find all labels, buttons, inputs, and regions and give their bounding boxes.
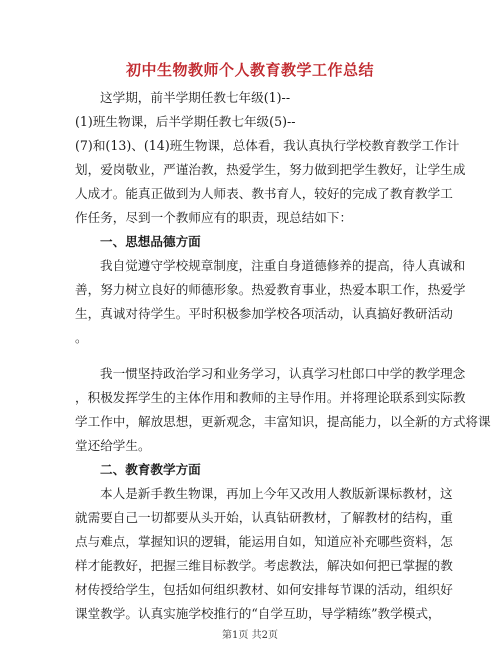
- paragraph-line: 我自觉遵守学校规章制度，注重自身道德修养的提高，待人真诚和: [100, 258, 466, 273]
- paragraph-line: 这学期，前半学期任教七年级(1)--: [100, 90, 291, 105]
- paragraph-line: 我一惯坚持政治学习和业务学习，认真学习杜郎口中学的教学理念: [100, 366, 466, 381]
- document-body: [75, 86, 491, 626]
- paragraph-line: (7)和(13)、(14)班生物课，总体看，我认真执行学校教育教学工作计: [75, 138, 460, 153]
- paragraph-line: 就需要自己一切都要从头开始，认真钻研教材，了解教材的结构，重: [75, 510, 453, 525]
- paragraph-spacer: [75, 350, 428, 362]
- section-heading: 一、思想品德方面: [100, 234, 201, 249]
- paragraph-line: 点与难点，掌握知识的逻辑，能运用自如，知道应补充哪些资料，怎: [75, 534, 453, 549]
- paragraph-line: 样才能教好，把握三维目标教学。考虑教法，解决如何把已掌握的教: [75, 558, 453, 573]
- paragraph-line: 善，努力树立良好的师德形象。热爱教育事业，热爱本职工作，热爱学: [75, 282, 466, 297]
- paragraph-line: 堂还给学生。: [75, 438, 151, 453]
- paragraph-line: (1)班生物课，后半学期任教七年级(5)--: [75, 114, 296, 129]
- document-title: 初中生物教师个人教育教学工作总结: [125, 61, 374, 79]
- paragraph-line: 。: [75, 330, 88, 345]
- paragraph-line: 人成才。能真正做到为人师表、教书育人，较好的完成了教育教学工: [75, 186, 453, 201]
- paragraph-line: 学工作中，解放思想，更新观念，丰富知识，提高能力，以全新的方式将课: [75, 414, 491, 429]
- paragraph-line: ，积极发挥学生的主体作用和教师的主导作用。并将理论联系到实际教: [75, 390, 466, 405]
- paragraph-line: 作任务，尽到一个教师应有的职责，现总结如下：: [75, 210, 353, 225]
- paragraph-line: 生，真诚对待学生。平时积极参加学校各项活动，认真搞好教研活动: [75, 306, 453, 321]
- page-number: 第1页 共2页: [222, 630, 278, 641]
- section-heading: 二、教育教学方面: [100, 462, 201, 477]
- paragraph-line: 本人是新手教生物课，再加上今年又改用人教版新课标教材，这: [100, 486, 453, 501]
- paragraph-line: 划，爱岗敬业，严谨治教，热爱学生，努力做到把学生教好，让学生成: [75, 162, 466, 177]
- paragraph-line: 课堂教学。认真实施学校推行的“自学互助，导学精练”教学模式，: [75, 606, 441, 621]
- paragraph-line: 材传授给学生，包括如何组织教材、如何安排每节课的活动，组织好: [75, 582, 453, 597]
